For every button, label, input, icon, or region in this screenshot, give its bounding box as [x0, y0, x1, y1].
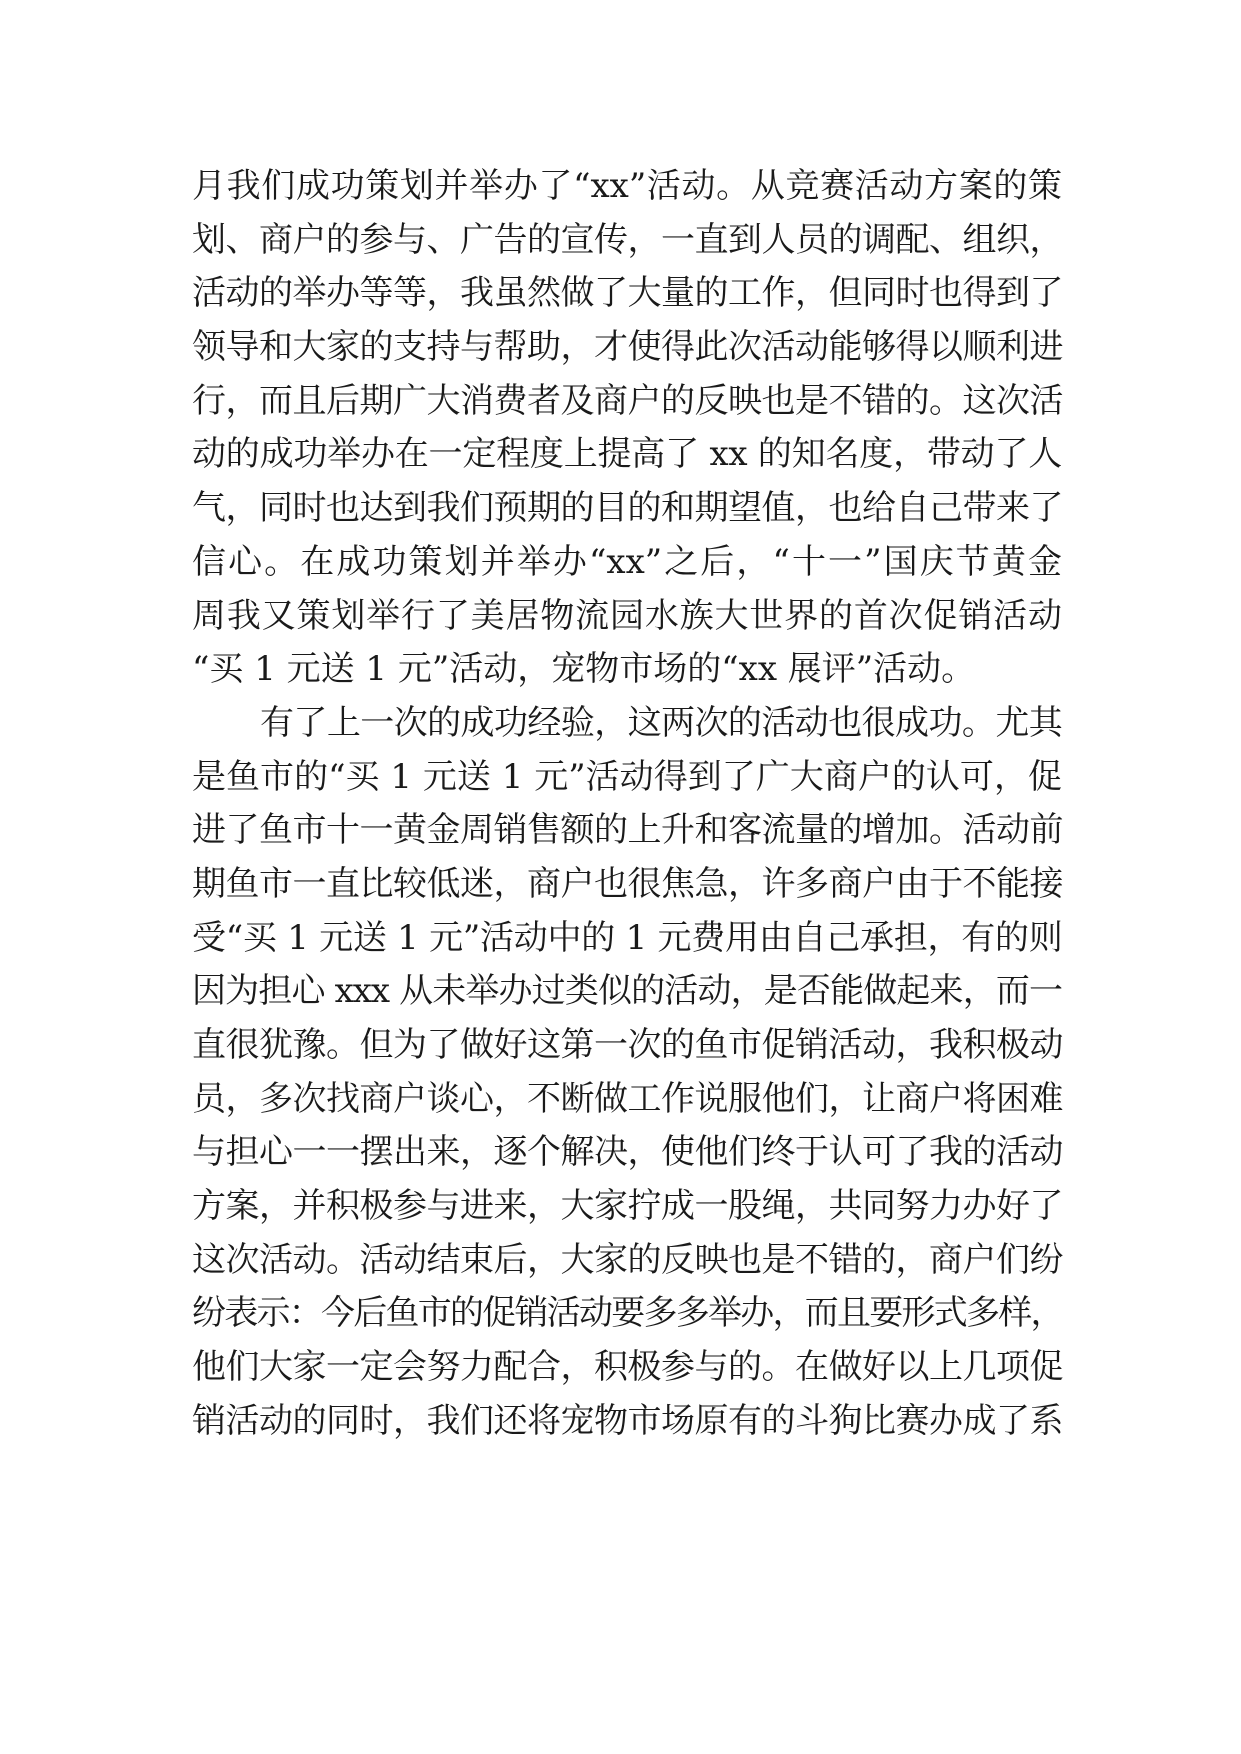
text-line: 期鱼市一直比较低迷，商户也很焦急，许多商户由于不能接: [192, 863, 1063, 904]
text-line: 因为担心 xxx 从未举办过类似的活动，是否能做起来，而一: [192, 971, 1062, 1012]
text-line: 受“买 1 元送 1 元”活动中的 1 元费用由自己承担，有的则: [192, 917, 1063, 958]
text-line: 员，多次找商户谈心，不断做工作说服他们，让商户将困难: [192, 1078, 1063, 1119]
text-line: 这次活动。活动结束后，大家的反映也是不错的，商户们纷: [192, 1239, 1063, 1280]
paragraph-1: [192, 160, 1062, 697]
text-line: 与担心一一摆出来，逐个解决，使他们终于认可了我的活动: [192, 1132, 1063, 1173]
text-line: 纷表示：今后鱼市的促销活动要多多举办，而且要形式多样，: [192, 1293, 1063, 1334]
text-line: 活动的举办等等，我虽然做了大量的工作，但同时也得到了: [192, 273, 1063, 314]
text-line: 气，同时也达到我们预期的目的和期望值，也给自己带来了: [192, 488, 1063, 529]
text-line: 直很犹豫。但为了做好这第一次的鱼市促销活动，我积极动: [192, 1025, 1063, 1065]
text-line: 动的成功举办在一定程度上提高了 xx 的知名度，带动了人: [192, 434, 1062, 475]
text-line: 方案，并积极参与进来，大家拧成一股绳，共同努力办好了: [192, 1186, 1063, 1227]
text-line: 月我们成功策划并举办了“xx”活动。从竞赛活动方案的策: [192, 166, 1062, 206]
paragraph-2: [192, 697, 1062, 1449]
text-line: 是鱼市的“买 1 元送 1 元”活动得到了广大商户的认可，促: [192, 756, 1062, 797]
text-line: 有了上一次的成功经验，这两次的活动也很成功。尤其: [260, 702, 1062, 743]
text-line: 周我又策划举行了美居物流园水族大世界的首次促销活动: [192, 595, 1062, 636]
text-line: 销活动的同时，我们还将宠物市场原有的斗狗比赛办成了系: [192, 1400, 1063, 1441]
text-line: 划、商户的参与、广告的宣传，一直到人员的调配、组织，: [192, 219, 1063, 260]
text-line: 行，而且后期广大消费者及商户的反映也是不错的。这次活: [192, 380, 1063, 421]
text-line: 领导和大家的支持与帮助，才使得此次活动能够得以顺利进: [192, 327, 1063, 368]
document-body: [192, 160, 1062, 1449]
text-line: “买 1 元送 1 元”活动，宠物市场的“xx 展评”活动。: [192, 649, 976, 690]
text-line: 他们大家一定会努力配合，积极参与的。在做好以上几项促: [192, 1347, 1063, 1388]
text-line: 信心。在成功策划并举办“xx”之后，“十一”国庆节黄金: [192, 541, 1062, 582]
text-line: 进了鱼市十一黄金周销售额的上升和客流量的增加。活动前: [192, 810, 1063, 851]
